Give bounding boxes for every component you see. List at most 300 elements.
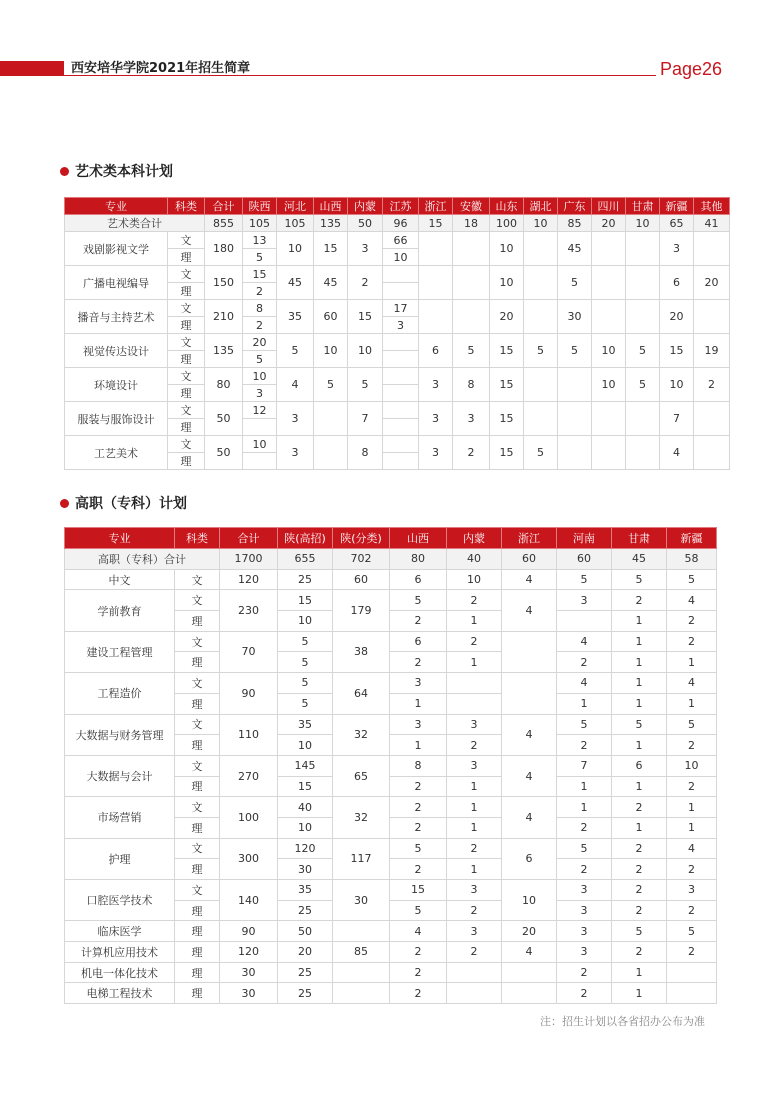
table-header-row bbox=[65, 528, 717, 549]
quota-cell bbox=[453, 232, 490, 266]
quota-cell: 20 bbox=[490, 300, 524, 334]
table-row bbox=[65, 838, 717, 859]
subject-type: 理 bbox=[175, 776, 220, 797]
subject-type: 文 bbox=[168, 300, 205, 317]
quota-cell: 3 bbox=[277, 436, 314, 470]
table-row bbox=[65, 797, 717, 818]
subject-type: 理 bbox=[175, 962, 220, 983]
column-header: 专业 bbox=[65, 528, 175, 549]
quota-cell: 30 bbox=[220, 983, 278, 1004]
quota-cell: 10 bbox=[502, 880, 557, 921]
major-name: 视觉传达设计 bbox=[65, 334, 168, 368]
quota-cell: 4 bbox=[277, 368, 314, 402]
table-row bbox=[65, 569, 717, 590]
column-header: 山西 bbox=[314, 198, 348, 215]
quota-cell: 2 bbox=[612, 590, 667, 611]
total-row bbox=[65, 215, 730, 232]
vocational-table bbox=[64, 527, 717, 1004]
total-cell: 58 bbox=[667, 549, 717, 570]
quota-cell bbox=[419, 300, 453, 334]
subject-type: 文 bbox=[168, 334, 205, 351]
quota-cell: 66 bbox=[383, 232, 419, 249]
quota-cell: 2 bbox=[557, 817, 612, 838]
footnote: 注：招生计划以各省招办公布为准 bbox=[540, 1015, 705, 1028]
quota-cell bbox=[383, 334, 419, 351]
quota-cell: 3 bbox=[419, 368, 453, 402]
quota-cell: 12 bbox=[243, 402, 277, 419]
quota-cell: 2 bbox=[390, 983, 447, 1004]
total-cell: 50 bbox=[348, 215, 383, 232]
quota-cell: 30 bbox=[220, 962, 278, 983]
quota-cell: 15 bbox=[490, 436, 524, 470]
quota-cell: 3 bbox=[383, 317, 419, 334]
quota-cell: 5 bbox=[667, 921, 717, 942]
subject-type: 文 bbox=[168, 232, 205, 249]
quota-cell: 5 bbox=[278, 652, 333, 673]
column-header: 新疆 bbox=[660, 198, 694, 215]
column-header: 合计 bbox=[205, 198, 243, 215]
quota-cell: 10 bbox=[278, 611, 333, 632]
major-name: 环境设计 bbox=[65, 368, 168, 402]
quota-cell: 35 bbox=[278, 880, 333, 901]
quota-cell: 5 bbox=[348, 368, 383, 402]
quota-cell: 4 bbox=[502, 755, 557, 796]
total-cell: 18 bbox=[453, 215, 490, 232]
quota-cell: 2 bbox=[667, 735, 717, 756]
quota-cell: 2 bbox=[447, 735, 502, 756]
quota-cell: 3 bbox=[447, 714, 502, 735]
major-name: 戏剧影视文学 bbox=[65, 232, 168, 266]
quota-cell: 1 bbox=[557, 797, 612, 818]
quota-cell: 10 bbox=[490, 232, 524, 266]
subject-type: 文 bbox=[175, 569, 220, 590]
quota-cell: 4 bbox=[502, 797, 557, 838]
quota-cell: 5 bbox=[612, 569, 667, 590]
quota-cell: 3 bbox=[453, 402, 490, 436]
quota-cell: 19 bbox=[694, 334, 730, 368]
quota-cell bbox=[626, 266, 660, 300]
bullet-dot-icon bbox=[60, 167, 69, 176]
quota-cell bbox=[502, 962, 557, 983]
quota-cell: 10 bbox=[243, 436, 277, 453]
quota-cell: 3 bbox=[348, 232, 383, 266]
quota-cell: 30 bbox=[278, 859, 333, 880]
quota-cell: 5 bbox=[390, 590, 447, 611]
quota-cell bbox=[383, 419, 419, 436]
quota-cell: 25 bbox=[278, 569, 333, 590]
column-header: 河南 bbox=[557, 528, 612, 549]
table-row bbox=[65, 983, 717, 1004]
major-name: 机电一体化技术 bbox=[65, 962, 175, 983]
quota-cell: 7 bbox=[660, 402, 694, 436]
quota-cell bbox=[243, 453, 277, 470]
quota-cell: 2 bbox=[390, 817, 447, 838]
quota-cell: 3 bbox=[557, 880, 612, 901]
quota-cell: 1 bbox=[612, 735, 667, 756]
quota-cell: 20 bbox=[660, 300, 694, 334]
quota-cell: 2 bbox=[390, 962, 447, 983]
quota-cell: 4 bbox=[557, 673, 612, 694]
quota-cell bbox=[557, 611, 612, 632]
quota-cell: 2 bbox=[557, 652, 612, 673]
subject-type: 理 bbox=[168, 249, 205, 266]
quota-cell: 30 bbox=[333, 880, 390, 921]
quota-cell: 2 bbox=[612, 900, 667, 921]
quota-cell: 1 bbox=[557, 693, 612, 714]
quota-cell: 10 bbox=[383, 249, 419, 266]
total-cell: 1700 bbox=[220, 549, 278, 570]
quota-cell: 5 bbox=[626, 368, 660, 402]
quota-cell: 1 bbox=[612, 652, 667, 673]
column-header: 甘肃 bbox=[612, 528, 667, 549]
total-cell: 105 bbox=[277, 215, 314, 232]
quota-cell: 2 bbox=[667, 900, 717, 921]
quota-cell: 5 bbox=[558, 266, 592, 300]
quota-cell: 4 bbox=[667, 590, 717, 611]
quota-cell: 10 bbox=[592, 368, 626, 402]
quota-cell: 4 bbox=[667, 673, 717, 694]
quota-cell: 3 bbox=[243, 385, 277, 402]
quota-cell: 3 bbox=[667, 880, 717, 901]
quota-cell bbox=[592, 402, 626, 436]
quota-cell bbox=[314, 402, 348, 436]
quota-cell: 2 bbox=[447, 900, 502, 921]
quota-cell bbox=[694, 232, 730, 266]
column-header: 湖北 bbox=[524, 198, 558, 215]
quota-cell bbox=[667, 962, 717, 983]
quota-cell bbox=[383, 351, 419, 368]
art-undergrad-table bbox=[64, 197, 730, 470]
total-cell: 40 bbox=[447, 549, 502, 570]
major-name: 口腔医学技术 bbox=[65, 880, 175, 921]
total-cell: 45 bbox=[612, 549, 667, 570]
total-cell: 65 bbox=[660, 215, 694, 232]
major-name: 服装与服饰设计 bbox=[65, 402, 168, 436]
quota-cell: 10 bbox=[277, 232, 314, 266]
quota-cell: 1 bbox=[447, 859, 502, 880]
quota-cell: 90 bbox=[220, 673, 278, 714]
quota-cell: 5 bbox=[390, 900, 447, 921]
bullet-dot-icon bbox=[60, 499, 69, 508]
quota-cell bbox=[333, 962, 390, 983]
quota-cell: 2 bbox=[612, 797, 667, 818]
total-cell: 15 bbox=[419, 215, 453, 232]
quota-cell: 4 bbox=[557, 631, 612, 652]
subject-type: 理 bbox=[175, 693, 220, 714]
quota-cell: 1 bbox=[447, 797, 502, 818]
quota-cell bbox=[447, 983, 502, 1004]
column-header: 浙江 bbox=[419, 198, 453, 215]
major-name: 大数据与会计 bbox=[65, 755, 175, 796]
subject-type: 理 bbox=[175, 921, 220, 942]
quota-cell: 5 bbox=[278, 673, 333, 694]
quota-cell: 5 bbox=[667, 569, 717, 590]
column-header: 江苏 bbox=[383, 198, 419, 215]
quota-cell: 2 bbox=[612, 942, 667, 963]
quota-cell: 2 bbox=[667, 859, 717, 880]
quota-cell: 15 bbox=[390, 880, 447, 901]
quota-cell: 38 bbox=[333, 631, 390, 672]
table-row bbox=[65, 402, 730, 419]
section-art-label: 艺术类本科计划 bbox=[75, 164, 173, 180]
quota-cell: 17 bbox=[383, 300, 419, 317]
quota-cell: 60 bbox=[314, 300, 348, 334]
subject-type: 理 bbox=[168, 419, 205, 436]
column-header: 陕西 bbox=[243, 198, 277, 215]
quota-cell: 5 bbox=[667, 714, 717, 735]
quota-cell bbox=[524, 300, 558, 334]
total-cell: 96 bbox=[383, 215, 419, 232]
quota-cell: 10 bbox=[348, 334, 383, 368]
total-cell: 702 bbox=[333, 549, 390, 570]
quota-cell: 1 bbox=[612, 673, 667, 694]
column-header: 合计 bbox=[220, 528, 278, 549]
quota-cell bbox=[383, 266, 419, 283]
quota-cell: 2 bbox=[243, 317, 277, 334]
quota-cell: 2 bbox=[557, 962, 612, 983]
subject-type: 理 bbox=[168, 351, 205, 368]
quota-cell: 20 bbox=[278, 942, 333, 963]
quota-cell: 2 bbox=[390, 776, 447, 797]
column-header: 其他 bbox=[694, 198, 730, 215]
major-total: 50 bbox=[205, 436, 243, 470]
subject-type: 理 bbox=[168, 385, 205, 402]
quota-cell: 6 bbox=[390, 631, 447, 652]
major-name: 工艺美术 bbox=[65, 436, 168, 470]
quota-cell: 25 bbox=[278, 983, 333, 1004]
total-cell: 80 bbox=[390, 549, 447, 570]
column-header: 专业 bbox=[65, 198, 168, 215]
quota-cell: 8 bbox=[243, 300, 277, 317]
subject-type: 理 bbox=[175, 817, 220, 838]
total-cell: 655 bbox=[278, 549, 333, 570]
quota-cell: 179 bbox=[333, 590, 390, 631]
quota-cell: 1 bbox=[447, 817, 502, 838]
major-name: 广播电视编导 bbox=[65, 266, 168, 300]
quota-cell: 5 bbox=[243, 249, 277, 266]
quota-cell: 3 bbox=[557, 590, 612, 611]
quota-cell bbox=[592, 436, 626, 470]
subject-type: 文 bbox=[175, 714, 220, 735]
quota-cell: 2 bbox=[667, 776, 717, 797]
quota-cell: 10 bbox=[592, 334, 626, 368]
subject-type: 文 bbox=[168, 402, 205, 419]
total-cell: 85 bbox=[558, 215, 592, 232]
quota-cell: 7 bbox=[557, 755, 612, 776]
quota-cell: 1 bbox=[447, 611, 502, 632]
quota-cell: 300 bbox=[220, 838, 278, 879]
subject-type: 文 bbox=[168, 266, 205, 283]
quota-cell: 6 bbox=[502, 838, 557, 879]
quota-cell: 35 bbox=[278, 714, 333, 735]
major-name: 播音与主持艺术 bbox=[65, 300, 168, 334]
quota-cell: 10 bbox=[314, 334, 348, 368]
quota-cell: 1 bbox=[612, 631, 667, 652]
major-name: 工程造价 bbox=[65, 673, 175, 714]
quota-cell bbox=[592, 232, 626, 266]
total-cell: 855 bbox=[205, 215, 243, 232]
column-header: 四川 bbox=[592, 198, 626, 215]
quota-cell bbox=[383, 368, 419, 385]
major-name: 建设工程管理 bbox=[65, 631, 175, 672]
table-row bbox=[65, 755, 717, 776]
quota-cell: 90 bbox=[220, 921, 278, 942]
quota-cell: 4 bbox=[502, 569, 557, 590]
column-header: 甘肃 bbox=[626, 198, 660, 215]
quota-cell: 1 bbox=[667, 652, 717, 673]
major-name: 临床医学 bbox=[65, 921, 175, 942]
quota-cell bbox=[502, 631, 557, 672]
table-row bbox=[65, 673, 717, 694]
total-row bbox=[65, 549, 717, 570]
quota-cell bbox=[558, 436, 592, 470]
quota-cell: 3 bbox=[447, 880, 502, 901]
quota-cell bbox=[383, 453, 419, 470]
quota-cell bbox=[383, 436, 419, 453]
page-number: Page26 bbox=[660, 59, 723, 79]
quota-cell bbox=[558, 368, 592, 402]
quota-cell: 117 bbox=[333, 838, 390, 879]
quota-cell: 3 bbox=[419, 436, 453, 470]
quota-cell: 3 bbox=[447, 921, 502, 942]
quota-cell: 1 bbox=[557, 776, 612, 797]
quota-cell: 20 bbox=[502, 921, 557, 942]
quota-cell: 120 bbox=[278, 838, 333, 859]
quota-cell: 2 bbox=[557, 859, 612, 880]
quota-cell: 2 bbox=[390, 652, 447, 673]
quota-cell: 270 bbox=[220, 755, 278, 796]
quota-cell: 145 bbox=[278, 755, 333, 776]
quota-cell: 2 bbox=[612, 859, 667, 880]
quota-cell bbox=[333, 983, 390, 1004]
quota-cell: 30 bbox=[558, 300, 592, 334]
quota-cell: 140 bbox=[220, 880, 278, 921]
quota-cell: 2 bbox=[390, 611, 447, 632]
table-row bbox=[65, 631, 717, 652]
quota-cell: 1 bbox=[612, 693, 667, 714]
section-vocational-label: 高职（专科）计划 bbox=[75, 496, 187, 512]
quota-cell: 10 bbox=[660, 368, 694, 402]
subject-type: 理 bbox=[175, 652, 220, 673]
header-accent-bar bbox=[0, 61, 64, 76]
quota-cell: 2 bbox=[390, 859, 447, 880]
quota-cell: 1 bbox=[390, 693, 447, 714]
table-row bbox=[65, 368, 730, 385]
subject-type: 文 bbox=[175, 797, 220, 818]
total-cell: 41 bbox=[694, 215, 730, 232]
quota-cell: 10 bbox=[278, 735, 333, 756]
quota-cell: 3 bbox=[447, 755, 502, 776]
quota-cell: 6 bbox=[419, 334, 453, 368]
quota-cell: 2 bbox=[447, 631, 502, 652]
quota-cell: 20 bbox=[694, 266, 730, 300]
quota-cell: 3 bbox=[660, 232, 694, 266]
quota-cell: 2 bbox=[447, 942, 502, 963]
quota-cell: 100 bbox=[220, 797, 278, 838]
subject-type: 理 bbox=[168, 283, 205, 300]
quota-cell bbox=[524, 232, 558, 266]
major-name: 护理 bbox=[65, 838, 175, 879]
quota-cell bbox=[524, 266, 558, 300]
section-vocational-title bbox=[60, 495, 187, 513]
table-row bbox=[65, 921, 717, 942]
table-row bbox=[65, 266, 730, 283]
quota-cell bbox=[694, 402, 730, 436]
quota-cell: 13 bbox=[243, 232, 277, 249]
quota-cell: 5 bbox=[390, 838, 447, 859]
quota-cell: 4 bbox=[667, 838, 717, 859]
quota-cell: 2 bbox=[243, 283, 277, 300]
quota-cell: 8 bbox=[390, 755, 447, 776]
quota-cell bbox=[383, 402, 419, 419]
quota-cell bbox=[383, 283, 419, 300]
quota-cell: 3 bbox=[419, 402, 453, 436]
quota-cell: 10 bbox=[278, 817, 333, 838]
quota-cell: 120 bbox=[220, 942, 278, 963]
subject-type: 理 bbox=[168, 453, 205, 470]
column-header: 安徽 bbox=[453, 198, 490, 215]
quota-cell: 15 bbox=[660, 334, 694, 368]
quota-cell: 2 bbox=[612, 838, 667, 859]
column-header: 内蒙 bbox=[447, 528, 502, 549]
quota-cell: 65 bbox=[333, 755, 390, 796]
quota-cell bbox=[694, 300, 730, 334]
table-row bbox=[65, 334, 730, 351]
quota-cell: 4 bbox=[502, 942, 557, 963]
total-cell: 60 bbox=[502, 549, 557, 570]
quota-cell: 15 bbox=[243, 266, 277, 283]
column-header: 科类 bbox=[175, 528, 220, 549]
quota-cell: 3 bbox=[277, 402, 314, 436]
quota-cell: 1 bbox=[390, 735, 447, 756]
quota-cell: 110 bbox=[220, 714, 278, 755]
quota-cell: 10 bbox=[243, 368, 277, 385]
quota-cell: 1 bbox=[667, 817, 717, 838]
quota-cell: 2 bbox=[694, 368, 730, 402]
quota-cell: 15 bbox=[490, 402, 524, 436]
quota-cell: 50 bbox=[278, 921, 333, 942]
quota-cell: 5 bbox=[557, 714, 612, 735]
column-header: 陕(高招) bbox=[278, 528, 333, 549]
table-row bbox=[65, 714, 717, 735]
brochure-title: 西安培华学院2021年招生简章 bbox=[71, 61, 251, 76]
column-header: 浙江 bbox=[502, 528, 557, 549]
major-name: 中文 bbox=[65, 569, 175, 590]
quota-cell: 5 bbox=[626, 334, 660, 368]
quota-cell: 3 bbox=[557, 921, 612, 942]
table-row bbox=[65, 436, 730, 453]
major-total: 150 bbox=[205, 266, 243, 300]
major-name: 市场营销 bbox=[65, 797, 175, 838]
quota-cell: 1 bbox=[667, 797, 717, 818]
quota-cell: 15 bbox=[314, 232, 348, 266]
total-cell: 105 bbox=[243, 215, 277, 232]
quota-cell bbox=[447, 673, 502, 694]
quota-cell: 1 bbox=[612, 776, 667, 797]
total-cell: 10 bbox=[524, 215, 558, 232]
quota-cell: 1 bbox=[612, 962, 667, 983]
column-header: 陕(分类) bbox=[333, 528, 390, 549]
quota-cell bbox=[592, 266, 626, 300]
quota-cell bbox=[626, 402, 660, 436]
table-row bbox=[65, 942, 717, 963]
quota-cell: 5 bbox=[278, 631, 333, 652]
quota-cell bbox=[419, 232, 453, 266]
major-total: 180 bbox=[205, 232, 243, 266]
quota-cell: 32 bbox=[333, 714, 390, 755]
quota-cell: 40 bbox=[278, 797, 333, 818]
quota-cell bbox=[502, 673, 557, 714]
